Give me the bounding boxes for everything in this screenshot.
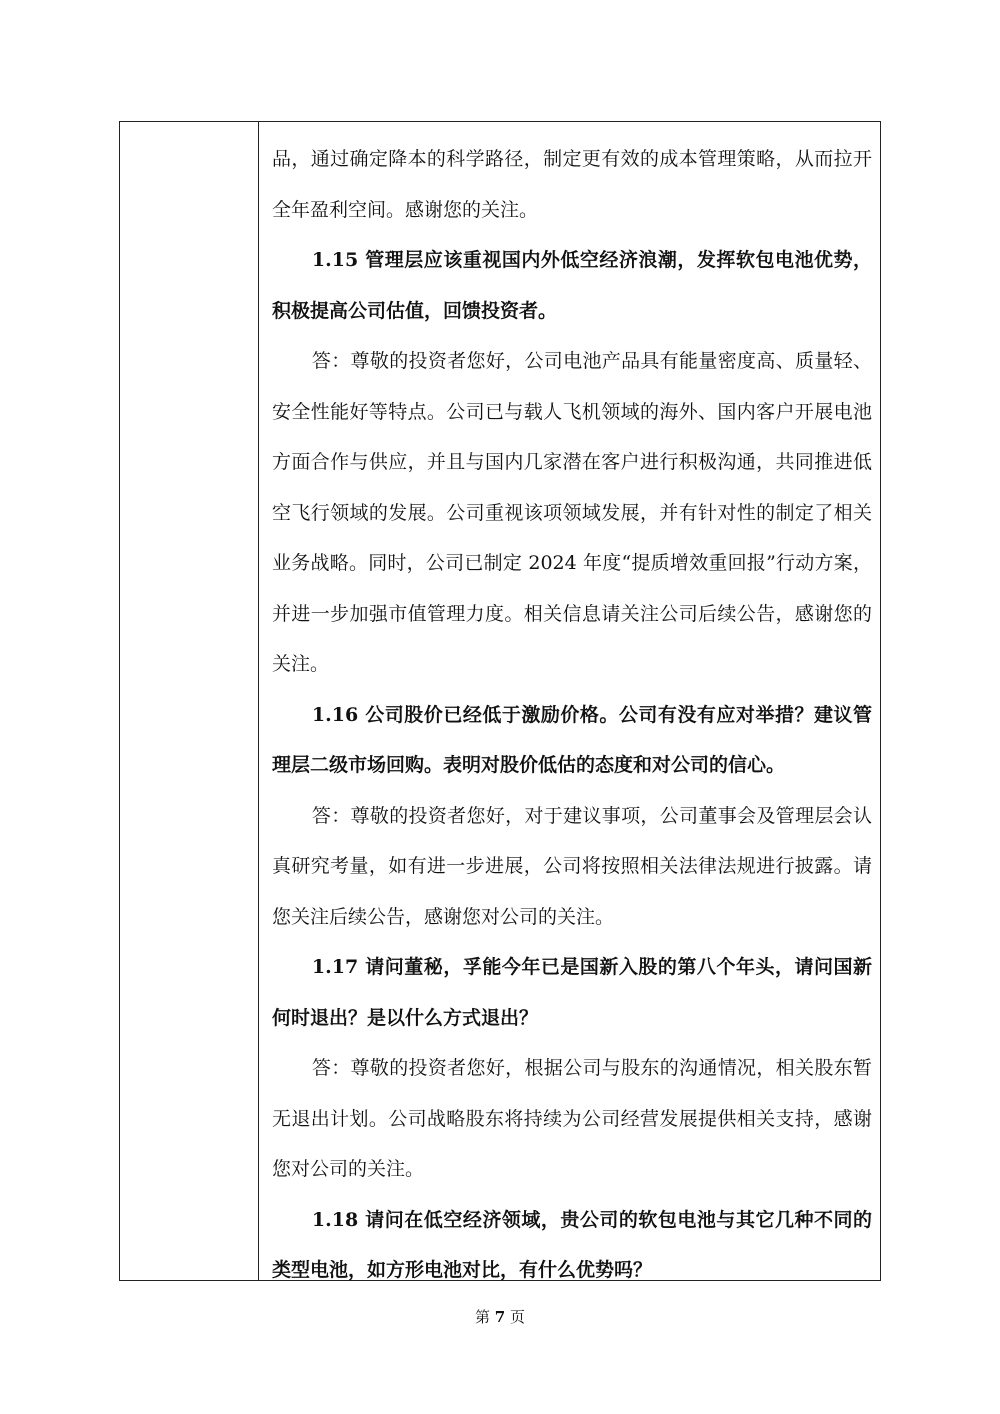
- answer-1-15: 答：尊敬的投资者您好，公司电池产品具有能量密度高、质量轻、安全性能好等特点。公司已与载人飞机领域的海外、国内客户开展电池方面合作与供应，并且与国内几家潜在客户进行积极沟通，共同推进低空飞行领域的发展。公司重视该项领域发展，并有针对性的制定了相关业务战略。同时，公司已制定 2024 年度“提质增效重回报”行动方案，并进一步加强市值管理力度。相关信息请关注公司后续公告，感谢您的关注。: [272, 350, 872, 675]
- page-label-suffix: 页: [510, 1308, 526, 1326]
- answer-1-17: 答：尊敬的投资者您好，根据公司与股东的沟通情况，相关股东暂无退出计划。公司战略股东将持续为公司经营发展提供相关支持，感谢您对公司的关注。: [272, 1057, 872, 1180]
- table-left-column: [120, 122, 259, 1280]
- answer-1-16: 答：尊敬的投资者您好，对于建议事项，公司董事会及管理层会认真研究考量，如有进一步进展，公司将按照相关法律法规进行披露。请您关注后续公告，感谢您对公司的关注。: [272, 804, 872, 928]
- answer-continuation: 品，通过确定降本的科学路径，制定更有效的成本管理策略，从而拉开全年盈利空间。感谢您的关注。: [272, 148, 872, 221]
- question-1-16: 1.16 公司股价已经低于激励价格。公司有没有应对举措？建议管理层二级市场回购。表明对股价低估的态度和对公司的信心。: [272, 703, 872, 776]
- question-1-18: 1.18 请问在低空经济领域，贵公司的软包电池与其它几种不同的类型电池，如方形电池对比，有什么优势吗？: [272, 1208, 872, 1281]
- question-1-15: 1.15 管理层应该重视国内外低空经济浪潮，发挥软包电池优势，积极提高公司估值，回馈投资者。: [272, 249, 872, 322]
- question-1-17: 1.17 请问董秘，孚能今年已是国新入股的第八个年头，请问国新何时退出？是以什么方式退出？: [272, 956, 872, 1029]
- page-label-prefix: 第: [474, 1308, 490, 1326]
- page-number: 7: [494, 1308, 506, 1326]
- page-footer: [0, 1306, 1000, 1328]
- table-content-cell: [272, 134, 872, 1296]
- qa-table: [119, 121, 881, 1281]
